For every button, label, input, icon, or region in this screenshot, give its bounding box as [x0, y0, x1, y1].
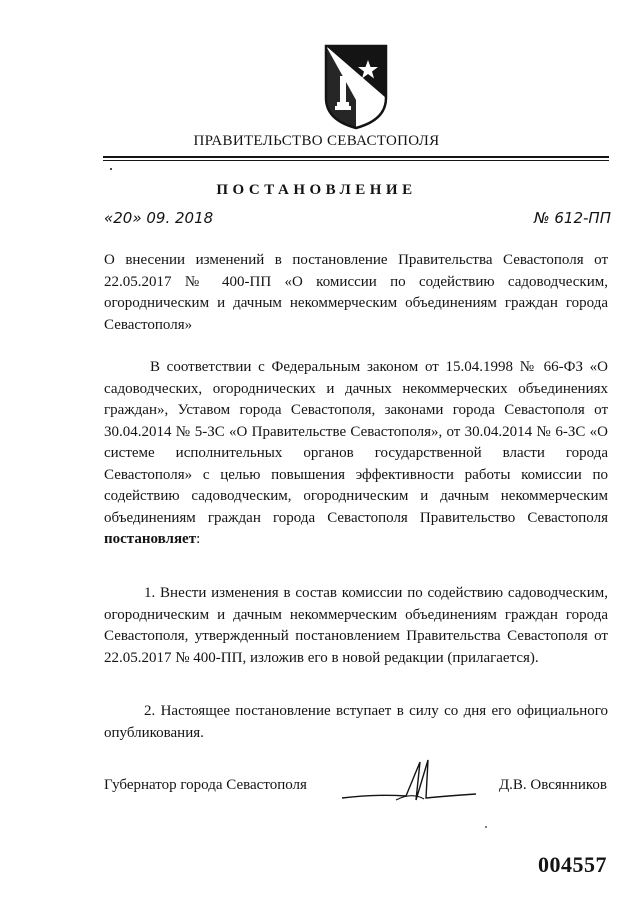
document-subject: О внесении изменений в постановление Правительства Севастополя от 22.05.2017 № 400-ПП «О комиссии по содействию садоводческим, огородническим и дачным некоммерческим объединениям граждан города Севастополя» [104, 252, 608, 333]
preamble-text: В соответствии с Федеральным законом от 15.04.1998 № 66-ФЗ «О садоводческих, огороднических и дачных некоммерческих объединениях граждан», Уставом города Севастополя, законами города Севастополя от 30.04.2014 № 5-ЗС «О Правительстве Севастополя», от 30.04.2014 № 6-ЗС «О системе исполнительных органов государственной власти города Севастополя» с целью повышения эффективности работы комиссии по содействию садоводческим, огородническим и дачным некоммерческим объединениям граждан города Севастополя Правительство Севастополя [104, 359, 608, 526]
coat-of-arms-icon [318, 40, 394, 130]
resolution-item-1: 1. Внести изменения в состав комиссии по содействию садоводческим, огородническим и дачным некоммерческим объединениям граждан города Севастополя, утвержденный постановлением Правительства Севастополя от 22.05.2017 № 400-ПП, изложив его в новой редакции (прилагается). [104, 585, 608, 666]
stray-mark [110, 168, 112, 170]
header-rule-thin [103, 160, 609, 161]
preamble-paragraph [104, 357, 608, 551]
document-date: «20» 09. 2018 [104, 209, 214, 227]
signatory-name: Д.В. Овсянников [498, 777, 607, 793]
registration-number: 004557 [538, 852, 607, 877]
resolution-item-2: 2. Настоящее постановление вступает в силу со дня его официального опубликования. [104, 703, 608, 741]
document-type: ПОСТАНОВЛЕНИЕ [216, 182, 417, 198]
header-rule-thick [103, 156, 609, 158]
stray-mark [485, 826, 487, 828]
signatory-position: Губернатор города Севастополя [104, 777, 307, 793]
resolves-word: постановляет [104, 531, 197, 547]
handwritten-signature-icon [336, 752, 486, 812]
resolves-colon: : [196, 531, 201, 547]
document-number: № 612-ПП [534, 209, 611, 227]
organization-name: ПРАВИТЕЛЬСТВО СЕВАСТОПОЛЯ [193, 133, 440, 149]
